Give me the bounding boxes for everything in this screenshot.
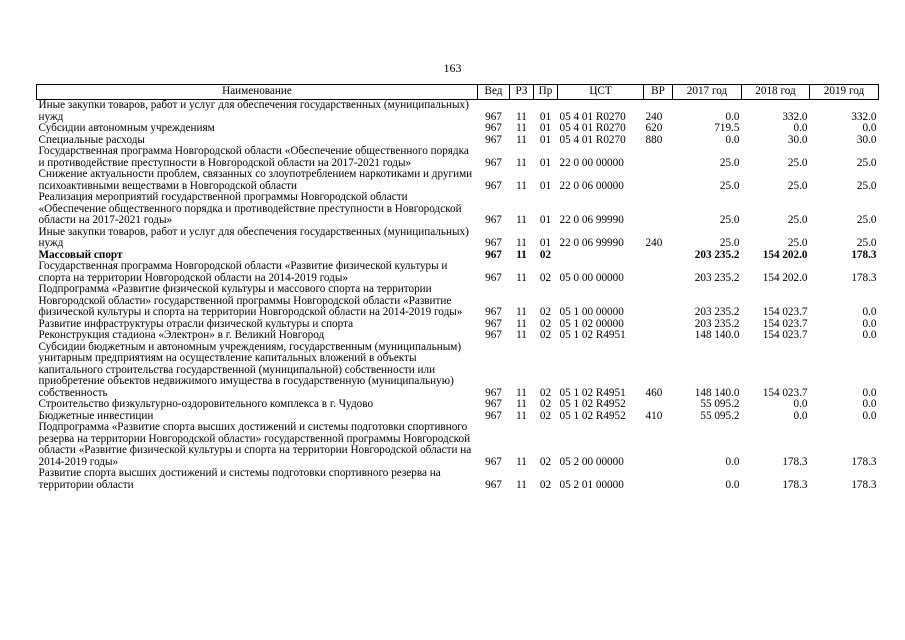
row-rz: 11 (516, 122, 527, 134)
row-2018: 30.0 (787, 133, 808, 146)
row-vr (644, 146, 673, 169)
row-rz: 11 (516, 248, 527, 261)
row-ved: 967 (485, 133, 502, 146)
row-pr: 02 (539, 386, 552, 399)
row-cst: 05 2 00 00000 (559, 455, 624, 468)
row-2019: 178.3 (851, 248, 877, 261)
header-2018: 2018 год (742, 85, 810, 100)
row-rz: 11 (516, 237, 527, 249)
table-body (37, 100, 879, 492)
row-2019: 0.0 (862, 409, 877, 422)
table-row (37, 261, 879, 284)
row-pr: 01 (539, 110, 552, 123)
row-vr (644, 468, 673, 491)
row-2018: 154 023.7 (762, 317, 808, 330)
row-2017: 0.0 (725, 478, 740, 491)
row-ved: 967 (485, 317, 502, 330)
row-vr (644, 169, 673, 192)
row-rz: 11 (516, 179, 527, 192)
row-vr: 240 (645, 110, 663, 123)
row-ved: 967 (485, 122, 502, 134)
row-2019: 0.0 (862, 317, 877, 330)
row-pr: 02 (539, 271, 552, 284)
row-pr: 02 (539, 398, 552, 410)
row-vr (644, 330, 673, 342)
row-name: Иные закупки товаров, работ и услуг для обеспечения государственных (муниципальных) нужд (38, 225, 469, 249)
row-2019: 178.3 (851, 271, 877, 284)
table-row (37, 330, 879, 342)
row-name: Субсидии автономным учреждениям (38, 122, 215, 134)
row-2017: 55 095.2 (700, 409, 740, 422)
row-2018: 0.0 (793, 409, 808, 422)
row-cst: 05 1 02 00000 (559, 317, 624, 330)
table-row (37, 227, 879, 250)
header-name: Наименование (37, 85, 478, 100)
row-rz: 11 (516, 133, 527, 146)
row-pr: 01 (539, 133, 552, 146)
row-2017: 148 140.0 (694, 329, 740, 341)
row-pr: 01 (539, 179, 552, 192)
row-2018: 154 202.0 (762, 271, 808, 284)
row-2017: 55 095.2 (700, 398, 740, 410)
row-name: Реконструкция стадиона «Электрон» в г. Великий Новгород (38, 329, 325, 341)
row-pr: 02 (539, 329, 552, 341)
row-vr: 410 (645, 409, 663, 422)
row-2018: 332.0 (782, 110, 808, 123)
row-cst: 05 0 00 00000 (559, 271, 624, 284)
row-2018: 0.0 (793, 398, 808, 410)
row-cst: 05 1 02 R4952 (559, 398, 626, 410)
table-row (37, 399, 879, 411)
row-2019: 178.3 (851, 478, 877, 491)
row-2018: 25.0 (787, 156, 808, 169)
row-name: Реализация мероприятий государственной программы Новгородской области «Обеспечение общественного порядка и противодействие преступности в Новгородской области на 2017-2021 годы» (38, 191, 462, 226)
row-rz: 11 (516, 156, 527, 169)
header-2019: 2019 год (810, 85, 879, 100)
page-number: 163 (443, 61, 462, 75)
row-cst: 05 1 02 R4952 (559, 409, 626, 422)
table-row (37, 123, 879, 135)
row-name: Подпрограмма «Развитие физической культуры и массового спорта на территории Новгородской области» государственной программы Новгородской области «Развитие физической культуры и спорта на территории Новгородской области на 2014-2019 годы» (38, 283, 463, 318)
row-2017: 203 235.2 (694, 317, 740, 330)
row-2017: 0.0 (725, 133, 740, 146)
row-2018: 178.3 (782, 478, 808, 491)
row-rz: 11 (516, 214, 527, 226)
row-2018: 25.0 (787, 214, 808, 226)
row-cst: 22 0 06 99990 (559, 237, 624, 249)
row-2018: 154 023.7 (762, 306, 808, 318)
table-row (37, 146, 879, 169)
row-cst: 05 1 02 R4951 (559, 386, 626, 399)
row-name: Государственная программа Новгородской области «Развитие физической культуры и спорта на территории Новгородской области на 2014-2019 годы» (38, 260, 448, 284)
row-vr (644, 319, 673, 331)
row-2019: 25.0 (856, 156, 877, 169)
row-ved: 967 (485, 248, 502, 261)
row-2018: 154 023.7 (762, 329, 808, 341)
row-rz: 11 (516, 306, 527, 318)
budget-table (36, 84, 879, 491)
row-2019: 332.0 (851, 110, 877, 123)
row-2019: 30.0 (856, 133, 877, 146)
table-row (37, 284, 879, 319)
row-vr (644, 250, 673, 262)
row-rz: 11 (516, 478, 527, 491)
row-ved: 967 (485, 398, 502, 410)
row-pr: 02 (539, 455, 552, 468)
row-vr (644, 399, 673, 411)
header-cst: ЦСТ (558, 85, 644, 100)
table-row (37, 169, 879, 192)
row-cst: 22 0 00 00000 (559, 156, 624, 169)
row-vr: 620 (645, 122, 663, 134)
table-header-row (37, 85, 879, 100)
row-2017: 148 140.0 (694, 386, 740, 399)
row-2019: 0.0 (862, 329, 877, 341)
row-ved: 967 (485, 214, 502, 226)
row-2018: 25.0 (787, 237, 808, 249)
header-ved: Вед (478, 85, 510, 100)
table-row (37, 192, 879, 227)
header-pr: Пр (534, 85, 558, 100)
row-2019: 0.0 (862, 386, 877, 399)
row-2017: 25.0 (719, 156, 740, 169)
row-rz: 11 (516, 317, 527, 330)
row-ved: 967 (485, 156, 502, 169)
row-name: Подпрограмма «Развитие спорта высших достижений и системы подготовки спортивного резерва на территории Новгородской области» государственной программы Новгородской области «Развитие физической культуры и спорта на территории Новгородской области на 2014-2019 годы» (38, 421, 472, 468)
row-cst (558, 250, 644, 262)
row-2017: 719.5 (714, 122, 740, 134)
row-cst: 22 0 06 99990 (559, 214, 624, 226)
row-ved: 967 (485, 386, 502, 399)
row-ved: 967 (485, 478, 502, 491)
row-2017: 25.0 (719, 237, 740, 249)
row-pr: 02 (539, 306, 552, 318)
row-2019: 0.0 (862, 122, 877, 134)
row-2019: 25.0 (856, 237, 877, 249)
row-2017: 0.0 (725, 455, 740, 468)
row-cst: 05 4 01 R0270 (559, 133, 626, 146)
row-2017: 203 235.2 (694, 306, 740, 318)
row-vr: 460 (645, 386, 663, 399)
row-rz: 11 (516, 386, 527, 399)
row-rz: 11 (516, 409, 527, 422)
row-vr: 240 (645, 237, 663, 249)
row-vr (644, 284, 673, 319)
row-name: Развитие спорта высших достижений и системы подготовки спортивного резерва на территории области (38, 467, 441, 491)
row-rz: 11 (516, 455, 527, 468)
row-name: Государственная программа Новгородской области «Обеспечение общественного порядка и противодействие преступности в Новгородской области на 2017-2021 годы» (38, 145, 469, 169)
row-vr (644, 422, 673, 468)
row-ved: 967 (485, 455, 502, 468)
row-pr: 02 (539, 317, 552, 330)
row-pr: 01 (539, 237, 552, 249)
header-vr: ВР (644, 85, 673, 100)
table-row (37, 468, 879, 491)
row-ved: 967 (485, 409, 502, 422)
row-name: Специальные расходы (38, 133, 145, 146)
row-ved: 967 (485, 110, 502, 123)
row-name: Субсидии бюджетным и автономным учреждениям, государственным (муниципальным) унитарным предприятиям на осуществление капитальных вложений в объекты капитального строительства государственной (муниципальной) собственности или приобретение объектов недвижимого имущества в государственную (муниципальную) собственность (38, 340, 462, 399)
row-name: Иные закупки товаров, работ и услуг для обеспечения государственных (муниципальных) нужд (38, 99, 469, 123)
row-pr: 01 (539, 214, 552, 226)
row-vr (644, 192, 673, 227)
row-cst: 05 1 02 R4951 (559, 329, 626, 341)
row-rz: 11 (516, 271, 527, 284)
row-pr: 02 (539, 478, 552, 491)
row-2018: 178.3 (782, 455, 808, 468)
row-name: Снижение актуальности проблем, связанных со злоупотреблением наркотиками и другими психоактивными веществами в Новгородской области (38, 168, 473, 192)
row-2019: 0.0 (862, 398, 877, 410)
row-2019: 178.3 (851, 455, 877, 468)
row-cst: 05 4 01 R0270 (559, 122, 626, 134)
row-cst: 05 2 01 00000 (559, 478, 624, 491)
row-2017: 25.0 (719, 179, 740, 192)
header-rz: РЗ (510, 85, 534, 100)
row-vr: 880 (645, 133, 663, 146)
row-ved: 967 (485, 306, 502, 318)
row-2017: 25.0 (719, 214, 740, 226)
table-row (37, 422, 879, 468)
row-vr (644, 261, 673, 284)
row-2018: 154 202.0 (762, 248, 808, 261)
row-2017: 203 235.2 (694, 271, 740, 284)
row-name: Строительство физкультурно-оздоровительного комплекса в г. Чудово (38, 398, 374, 410)
row-pr: 02 (539, 248, 552, 261)
row-ved: 967 (485, 271, 502, 284)
table-row (37, 100, 879, 124)
row-cst: 22 0 06 00000 (559, 179, 624, 192)
row-rz: 11 (516, 398, 527, 410)
row-2019: 25.0 (856, 214, 877, 226)
row-2019: 25.0 (856, 179, 877, 192)
row-rz: 11 (516, 329, 527, 341)
row-2019: 0.0 (862, 306, 877, 318)
row-pr: 02 (539, 409, 552, 422)
table-row (37, 342, 879, 400)
row-cst: 05 4 01 R0270 (559, 110, 626, 123)
row-rz: 11 (516, 110, 527, 123)
row-cst: 05 1 00 00000 (559, 306, 624, 318)
row-name: Развитие инфраструктуры отрасли физической культуры и спорта (38, 317, 354, 330)
row-pr: 01 (539, 122, 552, 134)
row-name: Бюджетные инвестиции (38, 409, 154, 422)
row-2017: 0.0 (725, 110, 740, 123)
row-2018: 25.0 (787, 179, 808, 192)
row-name: Массовый спорт (38, 248, 123, 261)
row-ved: 967 (485, 329, 502, 341)
row-ved: 967 (485, 237, 502, 249)
header-2017: 2017 год (673, 85, 742, 100)
row-ved: 967 (485, 179, 502, 192)
row-2018: 0.0 (793, 122, 808, 134)
row-2017: 203 235.2 (694, 248, 740, 261)
row-pr: 01 (539, 156, 552, 169)
row-2018: 154 023.7 (762, 386, 808, 399)
